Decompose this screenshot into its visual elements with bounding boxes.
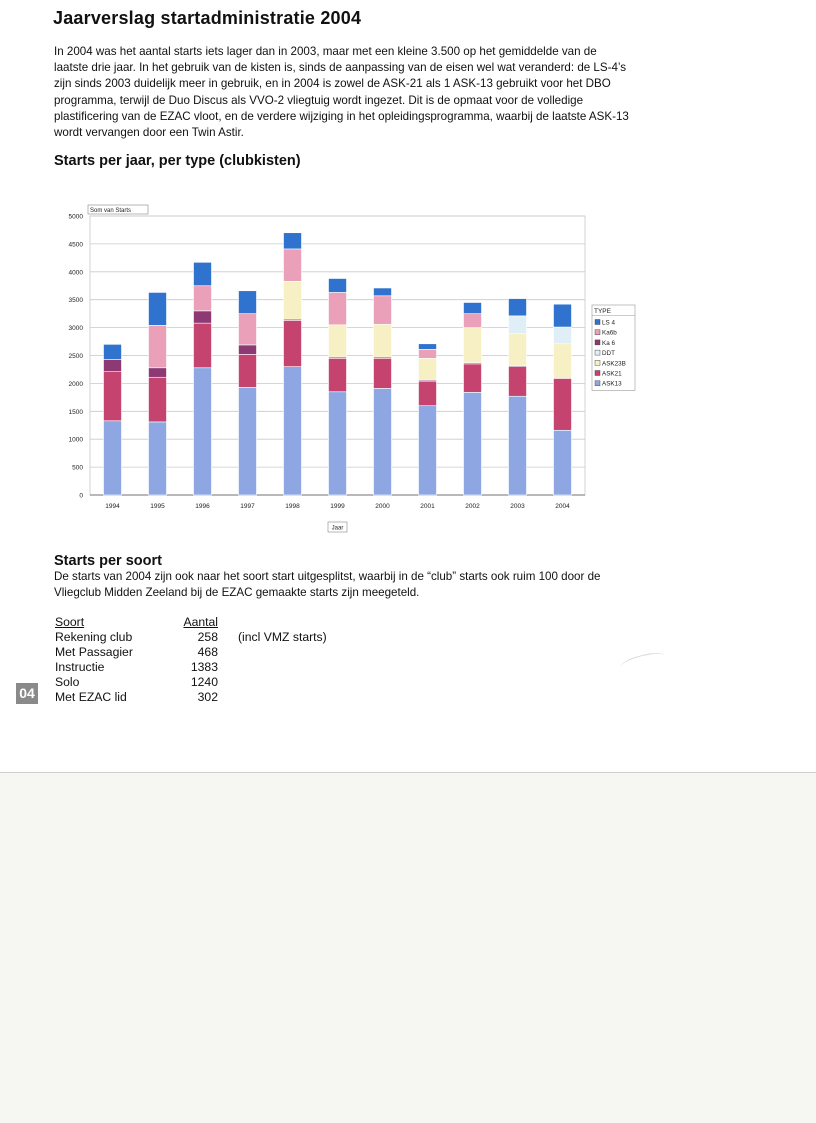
bar-segment-ask21: [374, 358, 392, 388]
x-tick-label: 1999: [330, 503, 345, 510]
bar-segment-ka6b: [194, 286, 212, 311]
bar-segment-ls4: [554, 304, 572, 327]
bar-segment-ask13: [194, 368, 212, 495]
aantal-cell: 1383: [190, 660, 218, 674]
bar-segment-ls4: [509, 299, 527, 316]
y-tick-label: 5000: [68, 213, 83, 221]
starts-per-year-chart: [0, 195, 816, 540]
bar-segment-ask13: [419, 406, 437, 495]
bar-segment-ka6b: [419, 349, 437, 358]
legend-swatch-ls4: [595, 320, 600, 325]
column-header-note: [218, 615, 327, 630]
y-tick-label: 0: [79, 492, 83, 500]
legend-label: Ka 6: [602, 339, 615, 347]
x-tick-label: 2001: [420, 503, 435, 510]
note-cell: [218, 660, 327, 675]
legend-swatch-ask21: [595, 371, 600, 376]
bar-segment-ka6b: [464, 314, 482, 328]
chart-heading: Starts per jaar, per type (clubkisten): [54, 153, 301, 169]
bar-segment-ka6b: [374, 296, 392, 324]
x-axis-label: Jaar: [331, 525, 344, 532]
bar-segment-ask23b: [419, 358, 437, 380]
column-header-aantal: Aantal: [183, 615, 218, 629]
soort-cell: Met EZAC lid: [55, 690, 127, 704]
x-tick-label: 1998: [285, 503, 300, 510]
bar-segment-ka6: [239, 345, 257, 354]
bar-segment-ka6b: [329, 292, 347, 324]
bar-segment-ask21: [239, 354, 257, 387]
bar-segment-ls4: [464, 302, 482, 313]
x-tick-label: 2002: [465, 503, 480, 510]
y-tick-label: 4000: [68, 269, 83, 277]
legend-label: Ka6b: [602, 329, 617, 337]
bar-segment-ka6: [104, 359, 122, 371]
bar-segment-ask23b: [284, 281, 302, 319]
bar-segment-ask23b: [509, 334, 527, 366]
bar-segment-ls4: [284, 233, 302, 249]
y-tick-label: 2000: [68, 380, 83, 388]
bar-segment-ls4: [149, 292, 167, 325]
note-cell: (incl VMZ starts): [238, 630, 327, 644]
x-tick-label: 1996: [195, 503, 210, 510]
bar-segment-ask21: [329, 358, 347, 391]
note-cell: [218, 645, 327, 660]
legend-label: ASK13: [602, 380, 622, 388]
soort-cell: Met Passagier: [55, 645, 133, 659]
bar-segment-ask13: [509, 396, 527, 495]
table-row: [55, 645, 327, 660]
bar-segment-ask13: [284, 367, 302, 495]
bar-segment-ask23b: [464, 328, 482, 363]
bar-segment-ask21: [509, 367, 527, 397]
scan-mark: [619, 650, 667, 674]
bar-segment-ask21: [464, 364, 482, 392]
aantal-cell: 302: [197, 690, 218, 704]
x-tick-label: 1997: [240, 503, 255, 510]
bar-segment-ask13: [104, 421, 122, 495]
starts-per-soort-table: [55, 615, 327, 705]
bar-segment-ddt: [554, 327, 572, 344]
bar-segment-ask13: [554, 430, 572, 495]
soort-heading: Starts per soort: [54, 553, 162, 569]
aantal-cell: 258: [197, 630, 218, 644]
aantal-cell: 468: [197, 645, 218, 659]
bar-segment-ka6b: [149, 325, 167, 367]
soort-paragraph: De starts van 2004 zijn ook naar het soort start uitgesplitst, waarbij in de “club” starts ook ruim 100 door de Vliegclub Midden Zeeland bij de EZAC gemaakte starts zijn meegeteld.: [54, 570, 601, 599]
table-row: [55, 675, 327, 690]
legend-title: TYPE: [594, 308, 611, 315]
bar-segment-ask23b: [554, 344, 572, 379]
bar-segment-ls4: [374, 288, 392, 296]
y-tick-label: 1000: [68, 436, 83, 444]
table-row: [55, 660, 327, 675]
legend-swatch-ka6b: [595, 330, 600, 335]
legend-label: ASK21: [602, 370, 622, 378]
x-tick-label: 2000: [375, 503, 390, 510]
legend-swatch-ddt: [595, 350, 600, 355]
table-row: [55, 690, 327, 705]
data-field-label: Som van Starts: [90, 208, 132, 214]
bar-segment-ls4: [104, 344, 122, 359]
y-tick-label: 3000: [68, 325, 83, 333]
y-tick-label: 4500: [68, 241, 83, 249]
legend-label: LS 4: [602, 319, 615, 327]
y-tick-label: 500: [72, 464, 83, 472]
table-header-row: [55, 615, 327, 630]
bar-segment-ask13: [239, 387, 257, 495]
legend-box: [592, 305, 635, 390]
bar-segment-ask23b: [329, 325, 347, 357]
soort-cell: Rekening club: [55, 630, 133, 644]
x-tick-label: 1994: [105, 503, 120, 510]
legend-swatch-ask13: [595, 381, 600, 386]
bar-segment-ask21: [104, 372, 122, 421]
bar-segment-ask13: [329, 392, 347, 495]
bar-segment-ka6: [149, 368, 167, 377]
legend-swatch-ka6: [595, 340, 600, 345]
bar-segment-ka6b: [239, 314, 257, 345]
x-tick-label: 1995: [150, 503, 165, 510]
bar-segment-ask13: [464, 392, 482, 495]
bar-segment-ls4: [419, 344, 437, 350]
y-tick-label: 3500: [68, 297, 83, 305]
soort-cell: Instructie: [55, 660, 105, 674]
soort-cell: Solo: [55, 675, 80, 689]
y-tick-label: 1500: [68, 408, 83, 416]
legend-label: DDT: [602, 350, 615, 358]
legend-swatch-ask23b: [595, 360, 600, 365]
bar-segment-ddt: [509, 316, 527, 334]
bar-segment-ask21: [284, 320, 302, 366]
table-row: [55, 630, 327, 645]
aantal-cell: 1240: [190, 675, 218, 689]
note-cell: [218, 690, 327, 705]
intro-paragraph: In 2004 was het aantal starts iets lager dan in 2003, maar met een kleine 3.500 op het gemiddelde van de laatste drie jaar. In het gebruik van de kisten is, sinds de aanpassing van de eisen wel wat veranderd: de LS-4’s zijn sinds 2003 duidelijk meer in gebruik, en in 2004 is zowel de ASK-21 als 1 ASK-13 gebruikt voor het DBO programma, terwijl de Duo Discus als VVO-2 vliegtuig wordt ingezet. Dit is de opmaat voor de volledige plastificering van de EZAC vloot, en de verdere wijziging in het opleidingsprogramma, waarbij de laatste ASK-13 wordt vervangen door een Twin Astir.: [54, 45, 629, 140]
bar-segment-ask13: [374, 388, 392, 495]
bar-segment-ka6: [194, 311, 212, 323]
bar-segment-ka6b: [284, 249, 302, 281]
legend-label: ASK23B: [602, 360, 626, 368]
bar-segment-ls4: [239, 291, 257, 314]
column-header-soort: Soort: [55, 615, 85, 629]
page-title: Jaarverslag startadministratie 2004: [53, 8, 362, 28]
bar-segment-ask21: [194, 323, 212, 368]
bar-segment-ask23b: [374, 324, 392, 357]
bar-segment-ask21: [554, 378, 572, 430]
bar-segment-ls4: [329, 278, 347, 292]
bar-segment-ask21: [149, 377, 167, 422]
x-tick-label: 2003: [510, 503, 525, 510]
y-tick-label: 2500: [68, 353, 83, 360]
note-cell: [218, 675, 327, 690]
bar-segment-ask13: [149, 422, 167, 495]
page-number-badge: 04: [16, 683, 38, 704]
bar-segment-ls4: [194, 262, 212, 285]
x-tick-label: 2004: [555, 503, 570, 510]
bar-segment-ask21: [419, 381, 437, 406]
